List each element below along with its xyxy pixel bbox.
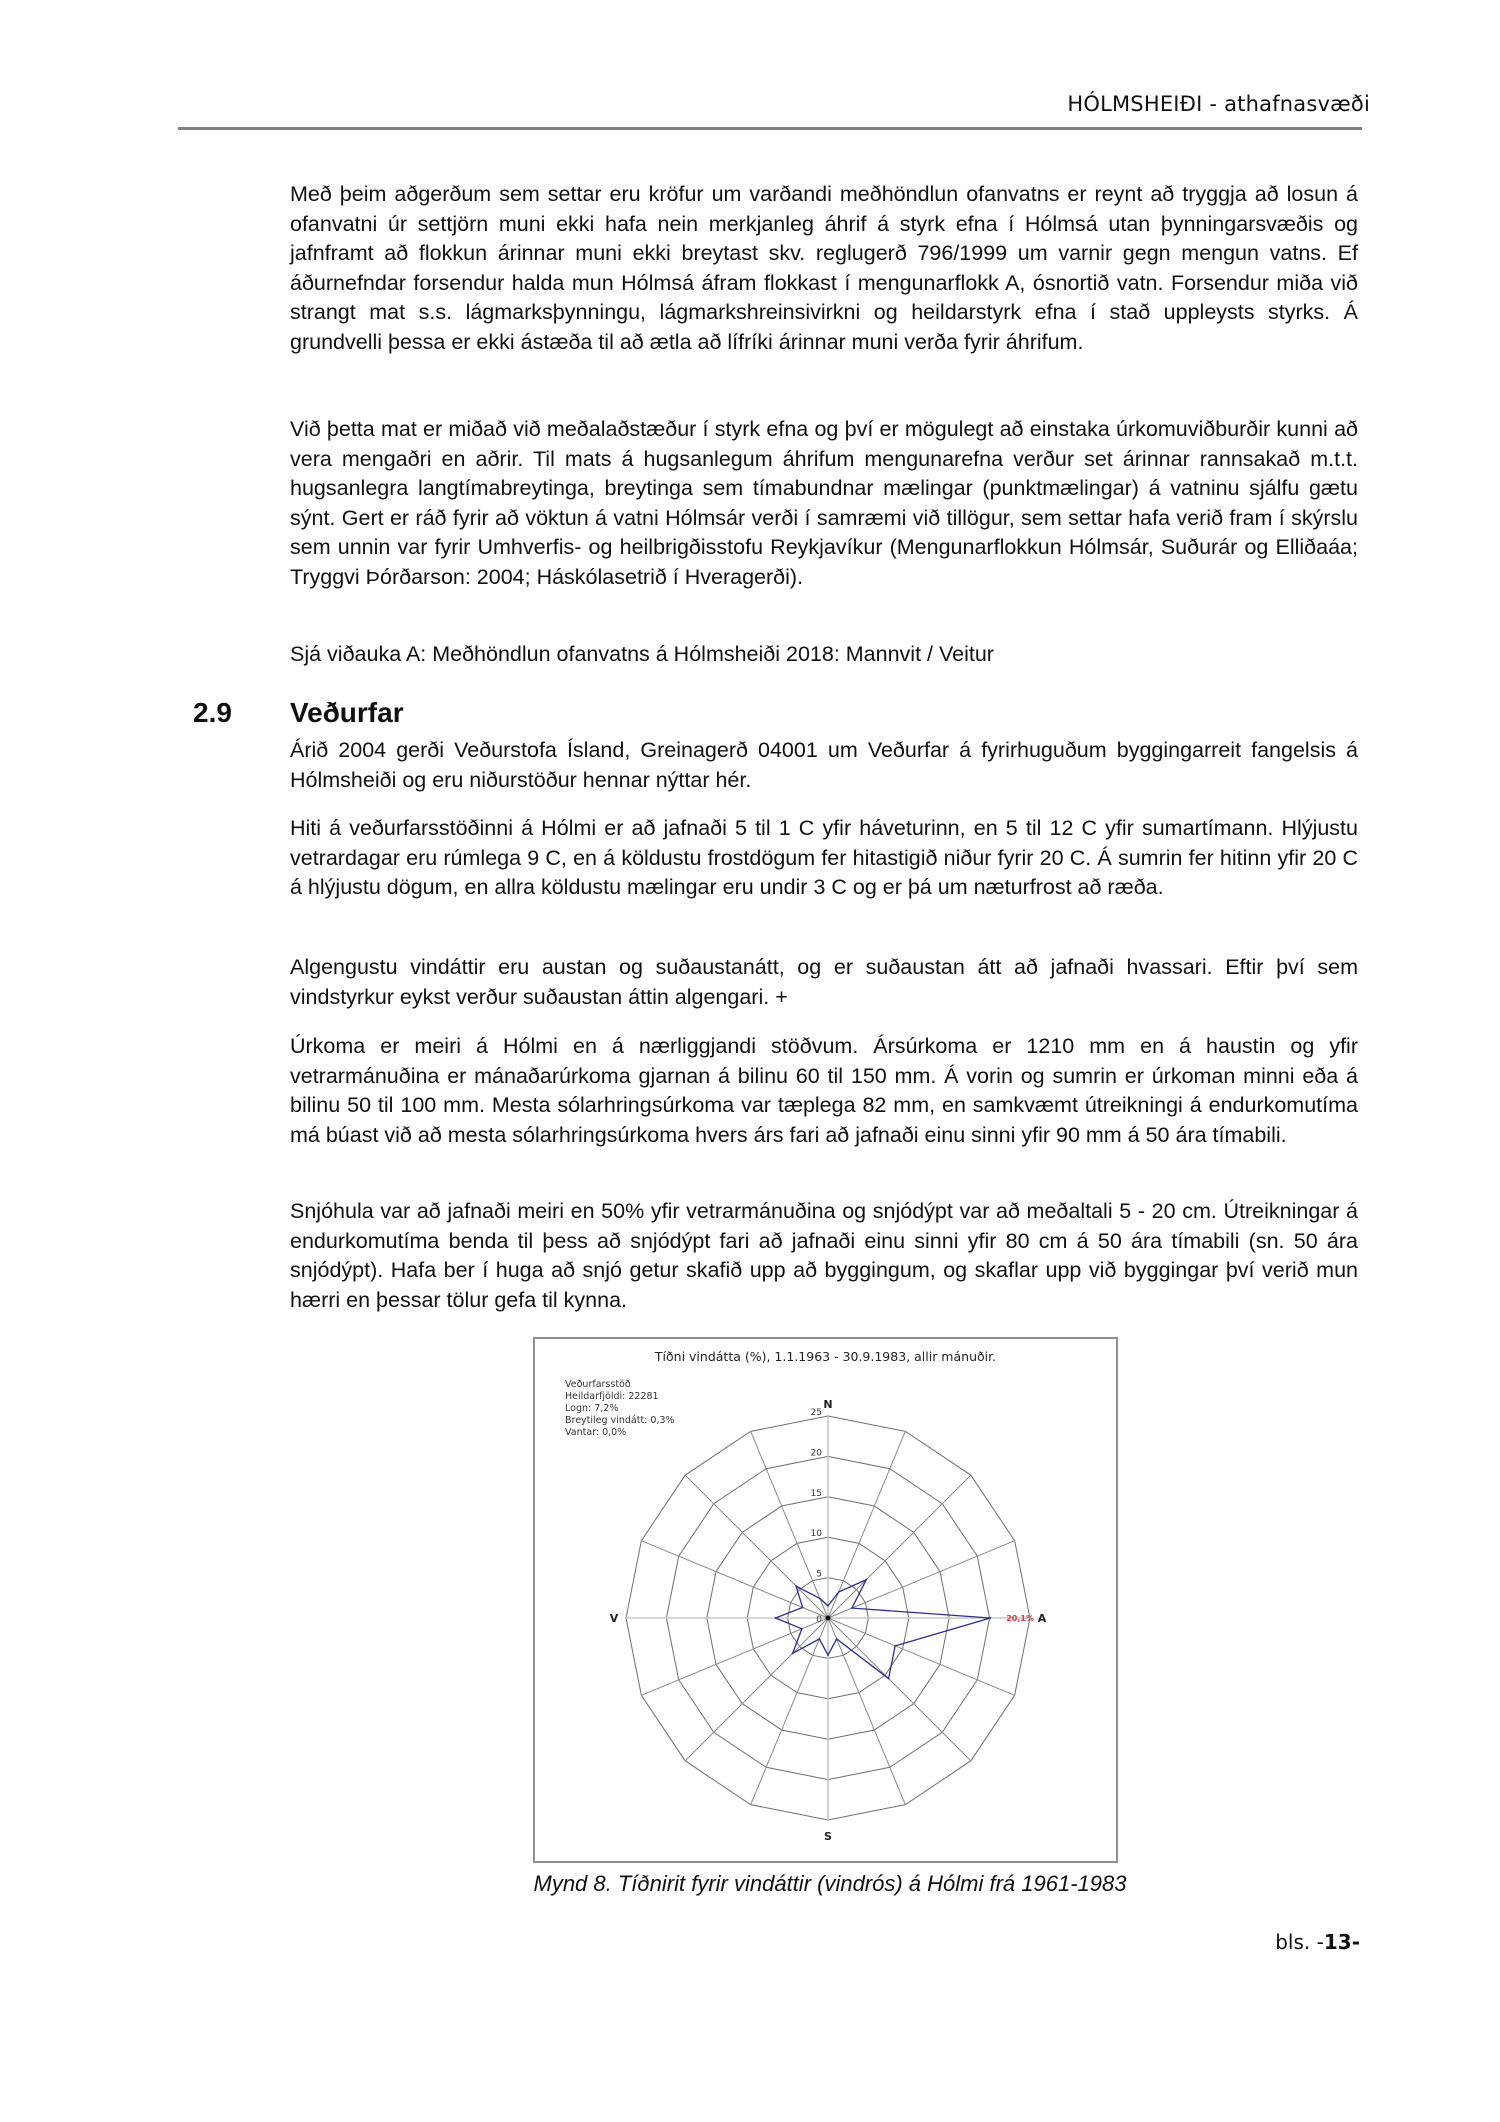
spoke-VSV bbox=[641, 1618, 828, 1695]
data-point-NA bbox=[865, 1579, 867, 1581]
data-point-VSV bbox=[801, 1628, 803, 1630]
section-number: 2.9 bbox=[193, 697, 232, 728]
ring-label-5: 5 bbox=[816, 1569, 822, 1580]
spoke-ASA bbox=[828, 1618, 1015, 1695]
paragraph-weather-report: Árið 2004 gerði Veðurstofa Ísland, Greinagerð 04001 um Veðurfar á fyrirhuguðum byggingarreit fangelsis á Hólmsheiði og eru niðurstöður hennar nýttar hér. bbox=[290, 738, 1358, 792]
paragraph-temperature: Hiti á veðurfarsstöðinni á Hólmi er að jafnaði 5 til 1 C yfir háveturinn, en 5 til 12 C yfir sumartímann. Hlýjustu vetrardagar eru rúmlega 9 C, en á köldustu frostdögum fer hitastigið niður fyrir 20 C. Á sumrin fer hitinn yfir 20 C á hlýjustu dögum, en allra köldustu mælingar eru undir 3 C og er þá um næturfrost að ræða. bbox=[290, 816, 1358, 899]
figure-caption: Mynd 8. Tíðnirit fyrir vindáttir (vindrós) á Hólmi frá 1961-1983 bbox=[533, 1871, 1127, 1896]
info-missing: Vantar: 0,0% bbox=[565, 1427, 627, 1438]
compass-north-label: N bbox=[823, 1398, 833, 1411]
info-station: Veðurfarsstöð bbox=[565, 1379, 631, 1390]
paragraph-precipitation: Úrkoma er meiri á Hólmi en á nærliggjandi stöðvum. Ársúrkoma er 1210 mm en á haustin og yfir vetrarmánuðina er mánaðarúrkoma gjarnan á bilinu 60 til 150 mm. Á vorin og sumrin er úrkoman minni eða á bilinu 50 til 100 mm. Mesta sólarhringsúrkoma var tæplega 82 mm, en samkvæmt útreikningi á endurkomutíma má búast við að mesta sólarhringsúrkoma hvers árs fari að jafnaði einu sinni yfir 90 mm á 50 ára tímabili. bbox=[290, 1034, 1358, 1147]
spoke-NA bbox=[828, 1475, 971, 1618]
data-point-N bbox=[827, 1605, 829, 1607]
spoke-SSV bbox=[751, 1618, 828, 1805]
ring-label-15: 15 bbox=[810, 1488, 822, 1499]
ring-label-20: 20 bbox=[810, 1448, 822, 1459]
spoke-NNV bbox=[751, 1431, 828, 1618]
spoke-NV bbox=[685, 1475, 828, 1618]
page-number-value: 13 bbox=[1323, 1930, 1352, 1954]
spoke-SV bbox=[685, 1618, 828, 1761]
page-number-suffix: - bbox=[1351, 1930, 1360, 1954]
center-dot bbox=[826, 1616, 831, 1621]
paragraph-monitoring: Við þetta mat er miðað við meðalaðstæður í styrk efna og því er mögulegt að einstaka úrkomuviðburðir kunni að vera mengaðri en aðrir. Til mats á hugsanlegum áhrifum mengunarefna verður set árinnar rannsakað m.t.t. hugsanlegra langtímabreytinga, breytinga sem tímabundnar mælingar (punktmælingar) á vatninu sjálfu gætu sýnt. Gert er ráð fyrir að vöktun á vatni Hólmsár verði í samræmi við tillögur, sem settar hafa verið fram í skýrslu sem unnin var fyrir Umhverfis- og heilbrigðisstofu Reykjavíkur (Mengunarflokkun Hólmsár, Suðurár og Elliðaáa; Tryggvi Þórðarson: 2004; Háskólasetrið í Hveragerði). bbox=[290, 417, 1358, 589]
compass-west-label: V bbox=[609, 1612, 619, 1625]
paragraph-runoff-measures: Með þeim aðgerðum sem settar eru kröfur um varðandi meðhöndlun ofanvatns er reynt að tryggja að losun á ofanvatni úr settjörn muni ekki hafa nein merkjanleg áhrif á styrk efna í Hólmsá utan þynningarsvæðis og jafnframt að flokkun árinnar muni ekki breytast skv. reglugerð 796/1999 um varnir gegn mengun vatns. Ef áðurnefndar forsendur halda mun Hólmsá áfram flokkast í mengunarflokk A, ósnortið vatn. Forsendur miða við strangt mat s.s. lágmarksþynningu, lágmarkshreinsivirkni og heildarstyrk efna í stað uppleysts styrks. Á grundvelli þessa er ekki ástæða til að ætla að lífríki árinnar muni verða fyrir áhrifum. bbox=[290, 182, 1358, 354]
page-header-title: HÓLMSHEIÐI - athafnasvæði bbox=[1067, 92, 1370, 116]
data-point-SV bbox=[792, 1653, 794, 1655]
spoke-ANA bbox=[828, 1541, 1015, 1618]
info-total-count: Heildarfjöldi: 22281 bbox=[565, 1391, 659, 1402]
spoke-VNV bbox=[641, 1541, 828, 1618]
paragraph-appendix-ref: Sjá viðauka A: Meðhöndlun ofanvatns á Hólmsheiði 2018: Mannvit / Veitur bbox=[290, 642, 994, 666]
spoke-SA bbox=[828, 1618, 971, 1761]
info-variable-direction: Breytileg vindátt: 0,3% bbox=[565, 1415, 675, 1426]
paragraph-snow: Snjóhula var að jafnaði meiri en 50% yfir vetrarmánuðina og snjódýpt var að meðaltali 5 - 20 cm. Útreikningar á endurkomutíma benda til þess að snjódýpt fari að jafnaði einu sinni yfir 80 cm á 50 ára tímabili (sn. 50 ára snjódýpt). Hafa ber í huga að snjó getur skafið upp að byggingum, og skaflar upp við byggingar því verið mun hærri en þessar tölur gefa til kynna. bbox=[290, 1199, 1358, 1312]
data-point-SSA bbox=[836, 1638, 838, 1640]
section-title: Veðurfar bbox=[290, 697, 404, 728]
data-point-S bbox=[827, 1654, 829, 1656]
ring-label-25: 25 bbox=[810, 1408, 822, 1418]
ring-label-10: 10 bbox=[810, 1529, 822, 1540]
paragraph-wind: Algengustu vindáttir eru austan og suðaustanátt, og er suðaustan átt að jafnaði hvassari. Eftir því sem vindstyrkur eykst verður suðaustan áttin algengari. + bbox=[290, 955, 1358, 1009]
wind-rose-chart bbox=[535, 1339, 1116, 1861]
max-value-label: 20,1% bbox=[1006, 1614, 1034, 1623]
data-point-V bbox=[775, 1617, 777, 1619]
data-point-A bbox=[990, 1617, 992, 1619]
wind-frequency-line bbox=[775, 1580, 990, 1679]
data-point-VNV bbox=[802, 1607, 804, 1609]
wind-rose-figure bbox=[533, 1337, 1118, 1863]
data-point-ASA bbox=[894, 1645, 896, 1647]
compass-east-label: A bbox=[1037, 1612, 1047, 1625]
data-point-NNV bbox=[819, 1598, 821, 1600]
data-point-NV bbox=[795, 1585, 797, 1587]
spoke-SSA bbox=[828, 1618, 905, 1805]
info-calm: Logn: 7,2% bbox=[565, 1403, 619, 1414]
data-point-SSV bbox=[819, 1638, 821, 1640]
chart-title: Tíðni vindátta (%), 1.1.1963 - 30.9.1983, allir mánuðir. bbox=[654, 1349, 997, 1364]
header-rule bbox=[178, 127, 1362, 130]
spoke-NNA bbox=[828, 1431, 905, 1618]
data-point-ANA bbox=[851, 1607, 853, 1609]
compass-south-label: S bbox=[824, 1830, 832, 1843]
page-number bbox=[1275, 1930, 1360, 1954]
data-point-NNA bbox=[838, 1591, 840, 1593]
page-number-prefix: bls. - bbox=[1275, 1930, 1324, 1954]
data-point-SA bbox=[888, 1678, 890, 1680]
ring-label-0: 0 bbox=[816, 1615, 822, 1625]
